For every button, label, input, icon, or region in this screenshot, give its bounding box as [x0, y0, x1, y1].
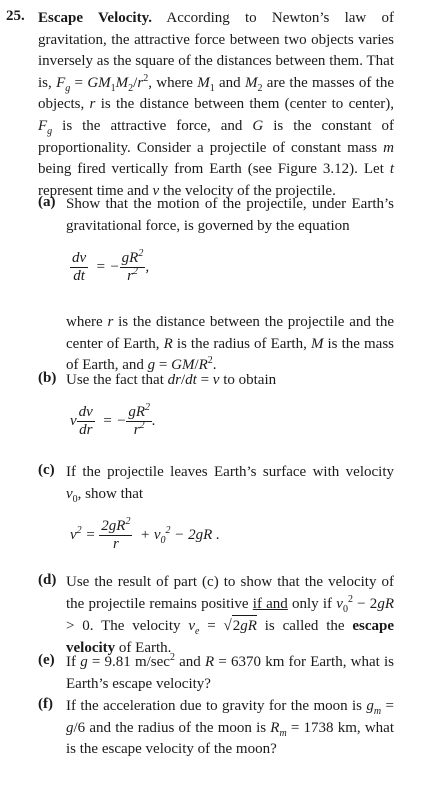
part-a-label: (a) [38, 194, 56, 210]
part-d-label: (d) [38, 572, 57, 588]
equation-c: $v^2$ = $\frac{2gR^2}{r}$ + $v_0^2 - 2gR$ . [70, 516, 220, 552]
part-a-text: Show that the motion of the projectile, under Earth’s gravitational force, is governed by the equation [66, 196, 394, 234]
part-b-label: (b) [38, 370, 57, 386]
equation-a: $\frac{dv}{dt}$ = − $\frac{gR^2}{r^2}$ , [72, 248, 150, 284]
problem-intro [38, 8, 394, 202]
part-e-label: (e) [38, 652, 55, 668]
problem-number: 25. [6, 8, 25, 24]
part-f-text: If the acceleration due to gravity for the moon is $g_m = g/6$ and the radius of the moon is $R_m = 1738$ km, what is the escape velocity of the moon? [66, 698, 395, 758]
part-a-after: where r is the distance between the projectile and the center of Earth, R is the radius of Earth, M is the mass of Earth, and $g = GM/R^2$. [66, 314, 394, 374]
part-c-label: (c) [38, 462, 55, 478]
part-c-text: If the projectile leaves Earth’s surface with velocity $v_0$, show that [66, 464, 394, 505]
intro-rich: According to Newton’s law of gravitation, the attractive force between two objects varies inversely as the square of the distances between them. That is, $F_g = GM_1M_2/r^2$, where $M_1$ and $M_2$ are the masses of the objects, r is the distance between them (center to center), $F_g$ is the attractive force, and G is the constant of proportionality. Consider a projectile of constant mass m being fired vertically from Earth (see Figure 3.12). Let t represent time and v the velocity of the projectile. [38, 10, 394, 199]
part-e-text: If g = 9.81 $m/\sec^2$ and R = 6370 km for Earth, what is Earth’s escape velocity? [66, 652, 394, 692]
problem-title: Escape Velocity. [38, 10, 152, 26]
part-b-text: Use the fact that dr/dt = v to obtain [66, 372, 277, 388]
part-f-label: (f) [38, 696, 53, 712]
equation-b: v $\frac{dv}{dr}$ = − $\frac{gR^2}{r^2}$ . [70, 402, 156, 438]
part-d-text: Use the result of part (c) to show that the velocity of the projectile remains positive if and only if $v_0^2 - 2gR > 0$. The velocity $v_e = √2gR$ is called the escape velocity of Earth. [66, 574, 394, 656]
